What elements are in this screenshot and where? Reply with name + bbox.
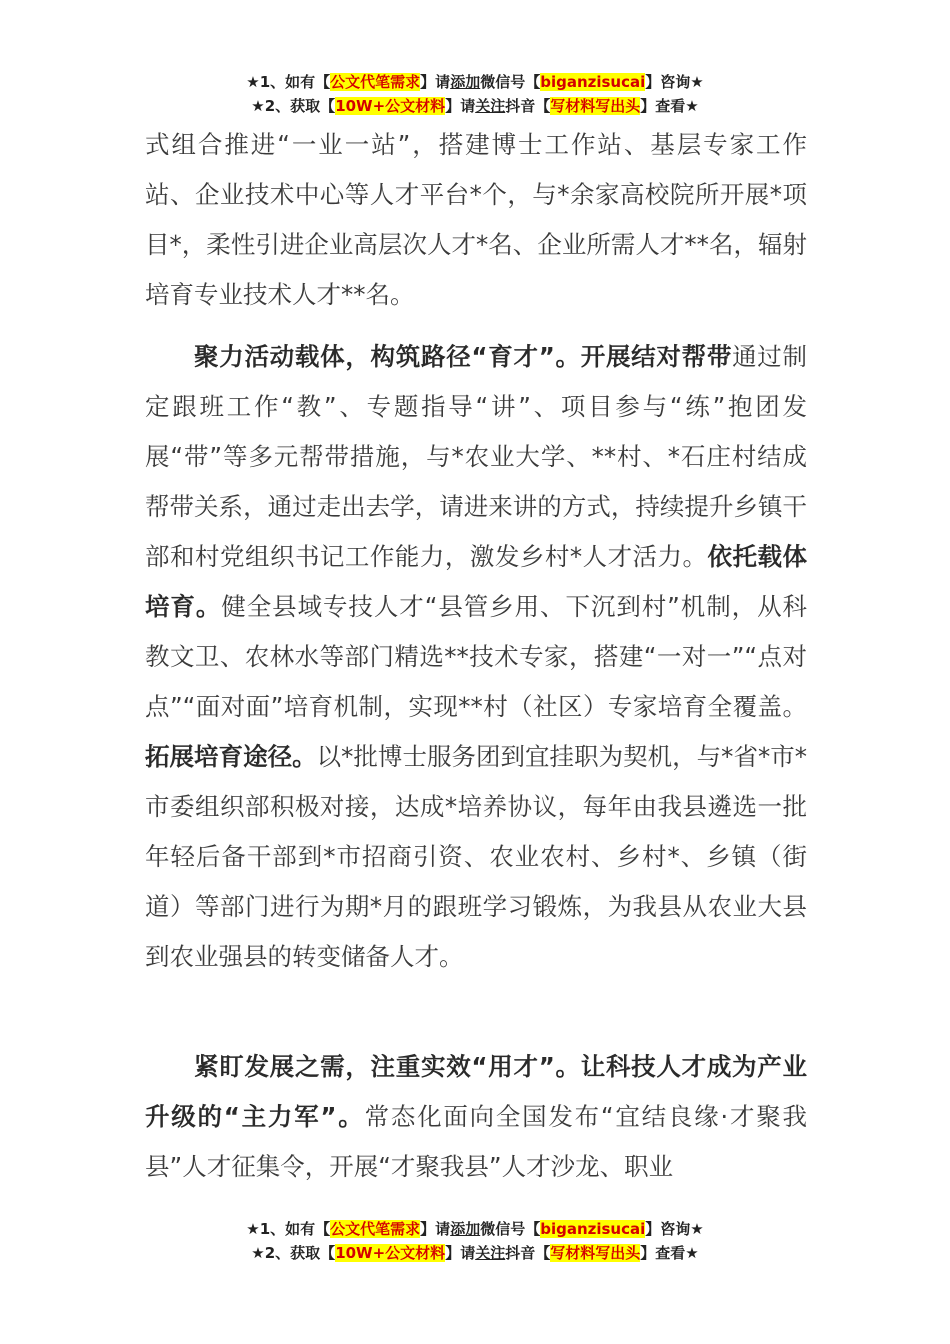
banner-highlight: 10W+公文材料 bbox=[335, 97, 446, 115]
banner-text: 】请 bbox=[420, 73, 451, 91]
banner-line-1 bbox=[0, 70, 950, 94]
paragraph-3 bbox=[145, 1042, 807, 1192]
paragraph-text: 式组合推进“一业一站”，搭建博士工作站、基层专家工作站、企业技术中心等人才平台*个，与*余家高校院所开展*项目*，柔性引进企业高层次人才*名、企业所需人才**名，辐射培育专业技术人才**名。 bbox=[145, 130, 807, 309]
banner-underline: 关注 bbox=[475, 97, 506, 115]
banner-underline: 添加 bbox=[450, 73, 481, 91]
header-banner bbox=[0, 70, 950, 118]
banner-highlight: 公文代笔需求 bbox=[330, 73, 421, 91]
paragraph-heading: 紧盯发展之需，注重实效“用才”。让科技人才成为产业升级的“主力军”。 bbox=[145, 1052, 807, 1131]
banner-highlight: biganzisucai bbox=[540, 73, 646, 91]
banner-highlight: 10W+公文材料 bbox=[335, 1244, 446, 1262]
banner-text: 】请 bbox=[445, 97, 476, 115]
banner-underline: 添加 bbox=[450, 1220, 481, 1238]
banner-line-2 bbox=[0, 1241, 950, 1265]
banner-text: 】咨询★ bbox=[645, 1220, 704, 1238]
footer-banner bbox=[0, 1217, 950, 1265]
paragraph-heading: 聚力活动载体，构筑路径“育才”。开展结对帮带 bbox=[194, 342, 733, 371]
paragraph-text bbox=[145, 1042, 807, 1192]
banner-highlight: biganzisucai bbox=[540, 1220, 646, 1238]
banner-text: 】请 bbox=[445, 1244, 476, 1262]
banner-text: 微信号【 bbox=[480, 73, 541, 91]
banner-text: 】查看★ bbox=[640, 1244, 699, 1262]
banner-text: 抖音【 bbox=[505, 97, 551, 115]
banner-text: 微信号【 bbox=[480, 1220, 541, 1238]
banner-highlight: 写材料写出头 bbox=[550, 97, 641, 115]
banner-text: ★2、获取【 bbox=[251, 97, 336, 115]
banner-text: 】请 bbox=[420, 1220, 451, 1238]
paragraph-body: 常态化面向全国发布“宜结良缘·才聚我县”人才征集令，开展“才聚我县”人才沙龙、职业 bbox=[145, 1102, 807, 1181]
banner-text: ★1、如有【 bbox=[246, 73, 331, 91]
banner-highlight: 公文代笔需求 bbox=[330, 1220, 421, 1238]
paragraph-text bbox=[145, 332, 807, 982]
paragraph-body: 以*批博士服务团到宜挂职为契机，与*省*市*市委组织部积极对接，达成*培养协议，每年由我县遴选一批年轻后备干部到*市招商引资、农业农村、乡村*、乡镇（街道）等部门进行为期*月的跟班学习锻炼，为我县从农业大县到农业强县的转变储备人才。 bbox=[145, 742, 807, 971]
banner-highlight: 写材料写出头 bbox=[550, 1244, 641, 1262]
paragraph-1 bbox=[145, 120, 807, 320]
banner-text: 抖音【 bbox=[505, 1244, 551, 1262]
banner-text: ★1、如有【 bbox=[246, 1220, 331, 1238]
paragraph-body: 健全县域专技人才“县管乡用、下沉到村”机制，从科教文卫、农林水等部门精选**技术专家，搭建“一对一”“点对点”“面对面”培育机制，实现**村（社区）专家培育全覆盖。 bbox=[145, 592, 808, 721]
paragraph-body: 通过制定跟班工作“教”、专题指导“讲”、项目参与“练”抱团发展“带”等多元帮带措施，与*农业大学、**村、*石庄村结成帮带关系，通过走出去学，请进来讲的方式，持续提升乡镇干部和村党组织书记工作能力，激发乡村*人才活力。 bbox=[145, 342, 808, 571]
paragraph-subheading: 拓展培育途径。 bbox=[145, 742, 317, 771]
banner-line-2 bbox=[0, 94, 950, 118]
banner-underline: 关注 bbox=[475, 1244, 506, 1262]
paragraph-2 bbox=[145, 332, 807, 982]
banner-text: 】咨询★ bbox=[645, 73, 704, 91]
banner-text: 】查看★ bbox=[640, 97, 699, 115]
banner-line-1 bbox=[0, 1217, 950, 1241]
paragraph-subheading: 依托载体培育。 bbox=[145, 542, 808, 621]
banner-text: ★2、获取【 bbox=[251, 1244, 336, 1262]
